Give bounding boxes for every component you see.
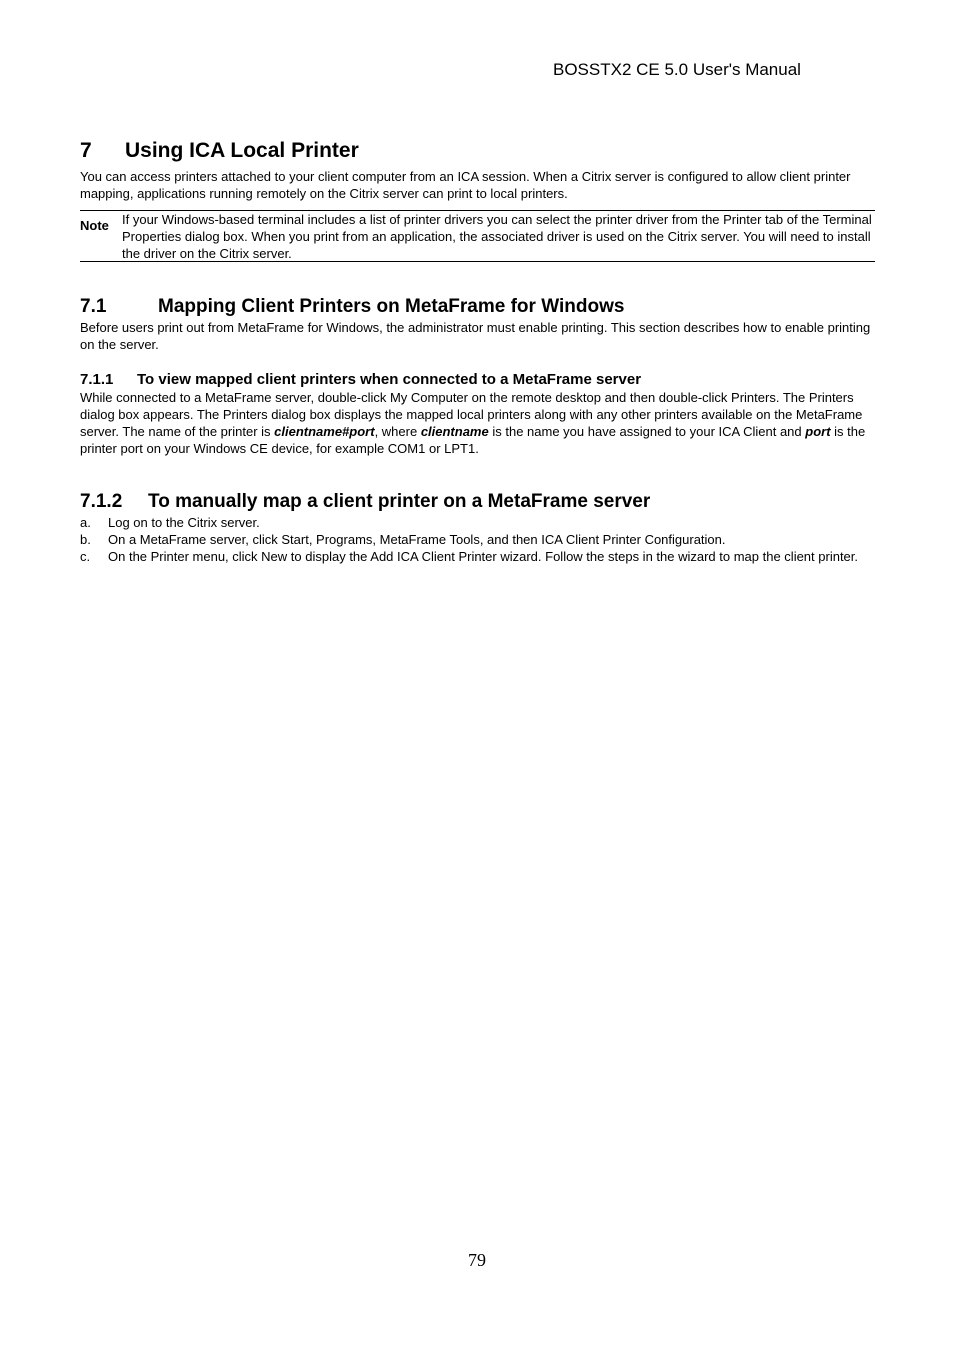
body-text-part2: , where (374, 424, 421, 439)
term-clientname-port: clientname#port (274, 424, 375, 439)
section-7-heading (80, 138, 359, 164)
list-item (80, 514, 875, 531)
body-text-part4: is the printer port on your Windows CE device, for example COM1 or LPT1. (80, 424, 866, 456)
section-7-1-title: Mapping Client Printers on MetaFrame for Windows (158, 296, 625, 317)
note-text: If your Windows-based terminal includes a list of printer drivers you can select the printer driver from the Printer tab of the Terminal Properties dialog box. When you print from an application, the associated driver is used on the Citrix server. You will need to install the driver on the Citrix server. (122, 212, 872, 261)
steps-list (80, 514, 875, 565)
body-text-part3: is the name you have assigned to your ICA Client and (488, 424, 806, 439)
section-7-1-body: Before users print out from MetaFrame for Windows, the administrator must enable printing. This section describes how to enable printing on the server. (80, 320, 871, 352)
list-item-text: On the Printer menu, click New to display the Add ICA Client Printer wizard. Follow the steps in the wizard to map the client printer. (108, 549, 859, 564)
section-7-title: Using ICA Local Printer (125, 139, 359, 162)
list-marker: b. (80, 532, 91, 547)
list-item-text: On a MetaFrame server, click Start, Programs, MetaFrame Tools, and then ICA Client Printer Configuration. (108, 532, 726, 547)
page-number: 79 (468, 1250, 486, 1270)
section-7-intro: You can access printers attached to your client computer from an ICA session. When a Citrix server is configured to allow client printer mapping, applications running remotely on the Citrix server can print to local printers. (80, 169, 851, 201)
term-clientname: clientname (420, 424, 489, 439)
list-item-text: Log on to the Citrix server. (108, 515, 260, 530)
section-7-1-1-number: 7.1.1 (80, 371, 114, 388)
section-7-1-1-heading (80, 371, 641, 389)
term-port: port (805, 424, 831, 439)
section-7-1-1-title: To view mapped client printers when connected to a MetaFrame server (137, 371, 642, 388)
list-marker: a. (80, 515, 91, 530)
body-text-part1: While connected to a MetaFrame server, double-click My Computer on the remote desktop and then double-click Printers. The Printers dialog box appears. The Printers dialog box displays the mapped local printers along with any other printers available on the MetaFrame server. The name of the printer is (80, 390, 863, 439)
section-7-1-2-number: 7.1.2 (80, 491, 123, 512)
section-7-1-2-heading (80, 491, 650, 513)
note-box (80, 210, 875, 262)
section-7-number: 7 (80, 139, 92, 162)
section-7-1-number: 7.1 (80, 296, 107, 317)
list-item (80, 548, 875, 565)
section-7-1-2-title: To manually map a client printer on a MetaFrame server (148, 491, 651, 512)
note-label: Note (80, 218, 109, 233)
section-7-1-1-body (80, 389, 875, 457)
running-header: BOSSTX2 CE 5.0 User's Manual (553, 60, 801, 79)
section-7-1-heading (80, 296, 624, 318)
list-item (80, 531, 875, 548)
list-marker: c. (80, 549, 91, 564)
